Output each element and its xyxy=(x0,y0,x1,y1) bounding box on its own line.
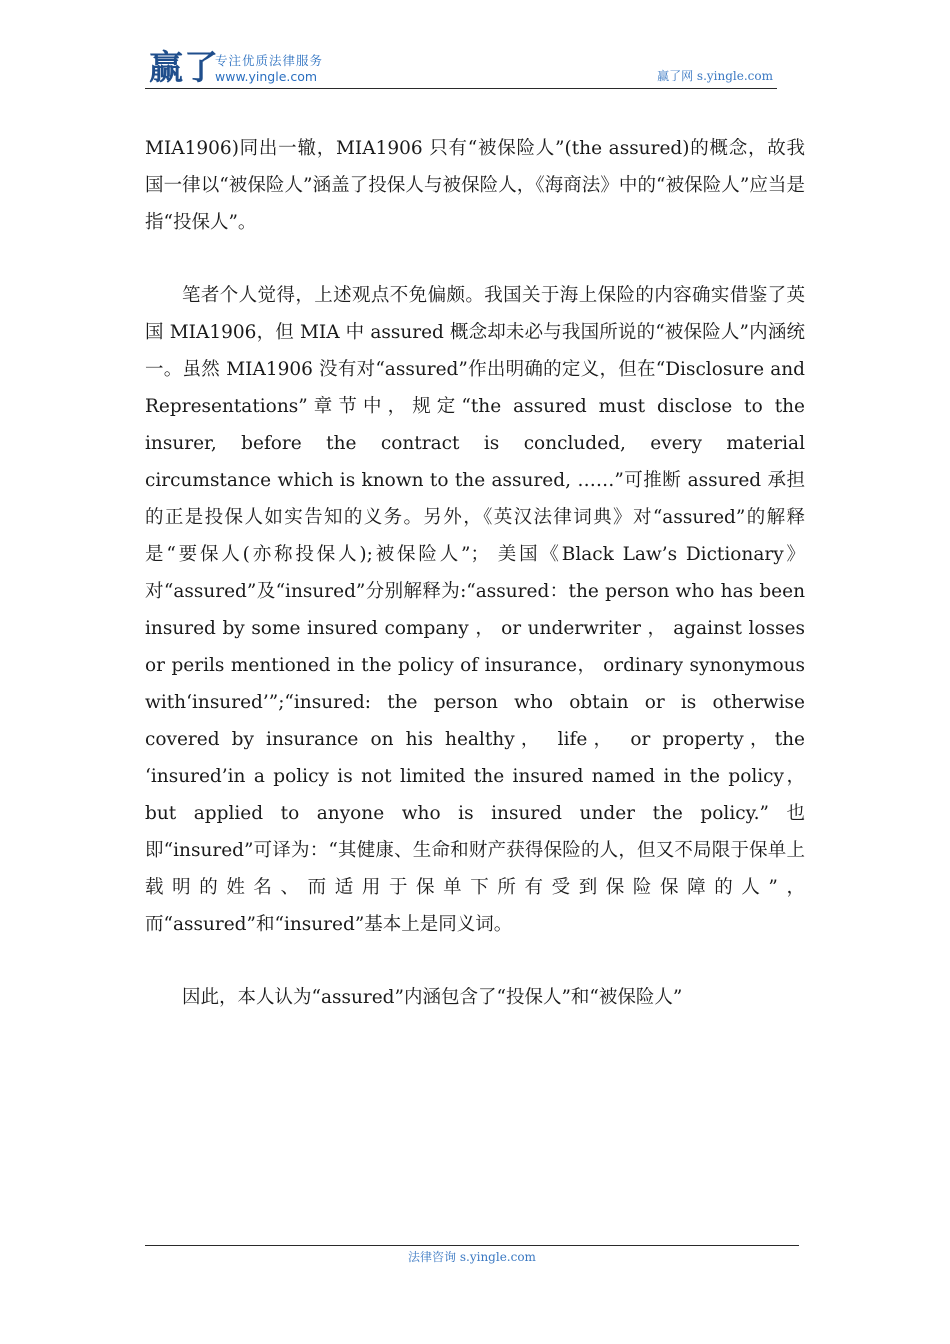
footer-link[interactable]: 法律咨询 s.yingle.com xyxy=(408,1250,536,1264)
paragraph-1: MIA1906)同出一辙，MIA1906 只有“被保险人”(the assured)的概念，故我国一律以“被保险人”涵盖了投保人与被保险人，《海商法》中的“被保险人”应当是指“投保人”。 xyxy=(145,138,805,233)
header-site-link[interactable]: 赢了网 s.yingle.com xyxy=(657,69,773,83)
logo-tagline: 专注优质法律服务 xyxy=(215,53,324,68)
paragraph-3: 因此，本人认为“assured”内涵包含了“投保人”和“被保险人” xyxy=(182,987,683,1008)
page-header xyxy=(145,50,777,89)
document-body xyxy=(145,130,805,1016)
logo-url[interactable]: www.yingle.com xyxy=(215,69,318,84)
footer-divider xyxy=(145,1245,799,1246)
site-logo[interactable]: 赢了 xyxy=(149,48,219,88)
paragraph-2: 笔者个人觉得，上述观点不免偏颇。我国关于海上保险的内容确实借鉴了英国 MIA1906，但 MIA 中 assured 概念却未必与我国所说的“被保险人”内涵统一。虽然 MIA1906 没有对“assured”作出明确的定义，但在“Disclosure and Representations”章节中，规定“the assured must disclose to the insurer, before the contract is concluded, every material circumstance which is known to the assured, ……”可推断 assured 承担的正是投保人如实告知的义务。另外，《英汉法律词典》对“assured”的解释是“要保人(亦称投保人);被保险人”； 美国《Black Law’s Dictionary》对“assured”及“insured”分别解释为:“assured：the person who has been insured by some insured company ， or underwriter ， against losses or perils mentioned in the policy of insurance， ordinary synonymous with‘insured’”;“insured: the person who obtain or is otherwise covered by insurance on his healthy， life， or property，the ‘insured’in a policy is not limited the insured named in the policy， but applied to anyone who is insured under the policy.” 也即“insured”可译为：“其健康、生命和财产获得保险的人，但又不局限于保单上载明的姓名、而适用于保单下所有受到保险保障的人”，而“assured”和“insured”基本上是同义词。 xyxy=(145,285,805,935)
